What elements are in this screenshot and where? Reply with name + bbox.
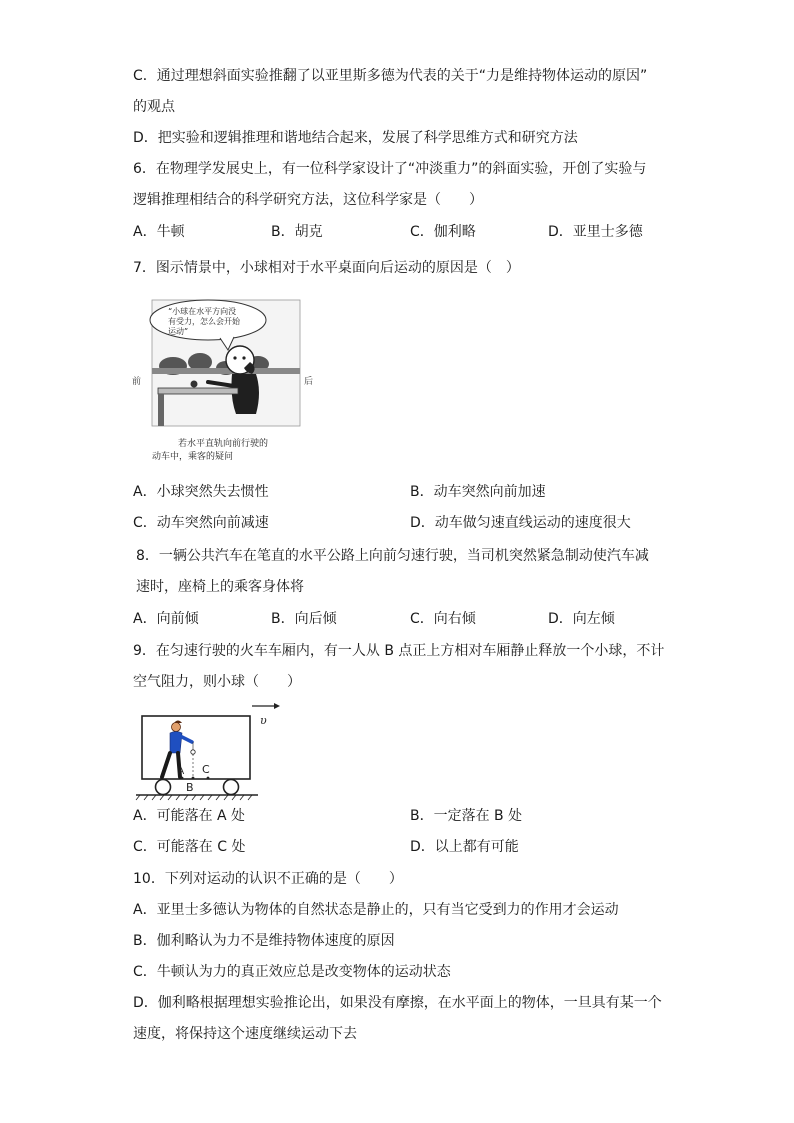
q7-bubble-line1: “小球在水平方向没 xyxy=(168,307,237,316)
q5-option-c-line1: C．通过理想斜面实验推翻了以亚里斯多德为代表的关于“力是维持物体运动的原因” xyxy=(133,68,648,84)
q8-option-d: D．向左倾 xyxy=(548,611,615,627)
q7-option-b: B．动车突然向前加速 xyxy=(410,484,546,500)
q5-option-c-line2: 的观点 xyxy=(133,99,175,115)
q10-option-b: B．伽利略认为力不是维持物体速度的原因 xyxy=(133,933,395,949)
q6-option-b: B．胡克 xyxy=(271,224,323,240)
q9-point-a: A xyxy=(178,767,185,777)
q10-option-a: A．亚里士多德认为物体的自然状态是静止的，只有当它受到力的作用才会运动 xyxy=(133,902,619,918)
q9-point-b: B xyxy=(186,781,194,794)
q9-stem-line2: 空气阻力，则小球（ ） xyxy=(133,674,301,690)
q7-option-a: A．小球突然失去惯性 xyxy=(133,484,269,500)
q7-caption-line2: 动车中，乘客的疑问 xyxy=(152,452,234,462)
q10-option-c: C．牛顿认为力的真正效应总是改变物体的运动状态 xyxy=(133,964,451,980)
q9-figure-train-car xyxy=(134,702,284,802)
q6-option-d: D．亚里士多德 xyxy=(548,224,643,240)
q7-option-c: C．动车突然向前减速 xyxy=(133,515,269,531)
q7-figure-train-scene xyxy=(132,296,318,468)
q6-option-c: C．伽利略 xyxy=(410,224,476,240)
q7-bubble-line2: 有受力，怎么会开始 xyxy=(168,317,240,326)
q8-option-a: A．向前倾 xyxy=(133,611,199,627)
q8-option-c: C．向右倾 xyxy=(410,611,476,627)
q9-velocity-label: υ xyxy=(260,714,267,727)
q10-option-d-line2: 速度，将保持这个速度继续运动下去 xyxy=(133,1026,357,1042)
q9-option-b: B．一定落在 B 处 xyxy=(410,808,523,824)
q7-bubble-line3: 运动” xyxy=(168,327,189,336)
q10-option-d-line1: D．伽利略根据理想实验推论出，如果没有摩擦，在水平面上的物体，一旦具有某一个 xyxy=(133,995,662,1011)
q7-option-d: D．动车做匀速直线运动的速度很大 xyxy=(410,515,631,531)
q6-option-a: A．牛顿 xyxy=(133,224,185,240)
q9-option-c: C．可能落在 C 处 xyxy=(133,839,246,855)
q7-label-front: 前 xyxy=(132,377,142,387)
q8-stem-line2: 速时，座椅上的乘客身体将 xyxy=(136,579,304,595)
q9-option-a: A．可能落在 A 处 xyxy=(133,808,246,824)
q8-option-b: B．向后倾 xyxy=(271,611,337,627)
q6-stem-line1: 6．在物理学发展史上，有一位科学家设计了“冲淡重力”的斜面实验，开创了实验与 xyxy=(133,161,647,177)
q5-option-d: D．把实验和逻辑推理和谐地结合起来，发展了科学思维方式和研究方法 xyxy=(133,130,578,146)
q9-option-d: D．以上都有可能 xyxy=(410,839,519,855)
q8-stem-line1: 8．一辆公共汽车在笔直的水平公路上向前匀速行驶，当司机突然紧急制动使汽车减 xyxy=(136,548,649,564)
q7-caption-line1: 若水平直轨向前行驶的 xyxy=(178,439,269,449)
q9-stem-line1: 9．在匀速行驶的火车车厢内，有一人从 B 点正上方相对车厢静止释放一个小球，不计 xyxy=(133,643,665,659)
q6-stem-line2: 逻辑推理相结合的科学研究方法，这位科学家是（ ） xyxy=(133,192,483,208)
q7-label-back: 后 xyxy=(304,377,314,387)
q9-point-c: C xyxy=(202,763,210,776)
q10-stem: 10．下列对运动的认识不正确的是（ ） xyxy=(133,871,403,887)
q7-stem: 7．图示情景中，小球相对于水平桌面向后运动的原因是（ ） xyxy=(133,260,520,276)
